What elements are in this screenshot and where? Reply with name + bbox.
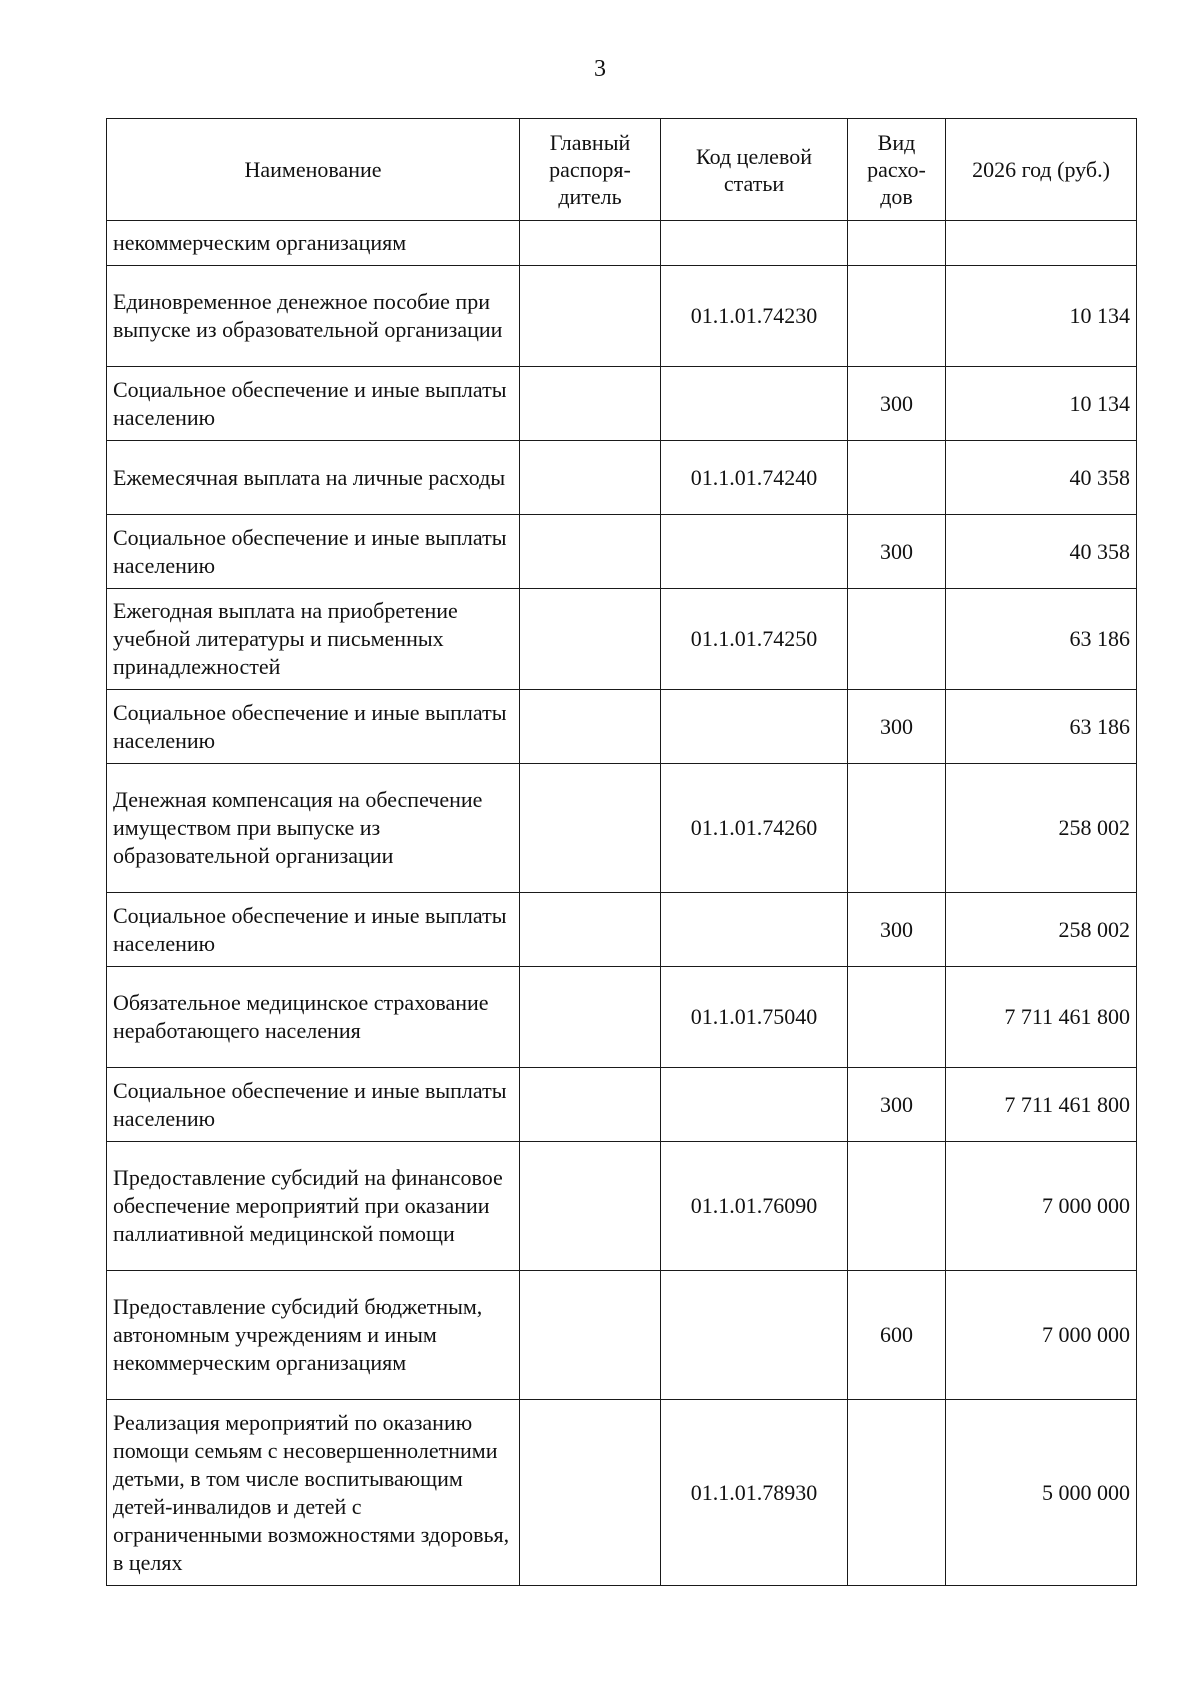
cell-admin	[520, 1400, 661, 1586]
cell-name: Обязательное медицинское страхование неработающего населения	[107, 967, 520, 1068]
table-row	[107, 967, 1137, 1068]
cell-name: Социальное обеспечение и иные выплаты населению	[107, 515, 520, 589]
cell-code	[661, 1271, 848, 1400]
table-row	[107, 1068, 1137, 1142]
cell-code: 01.1.01.76090	[661, 1142, 848, 1271]
cell-name: Денежная компенсация на обеспечение имуществом при выпуске из образовательной организации	[107, 764, 520, 893]
header-name: Наименование	[107, 119, 520, 221]
cell-amount: 5 000 000	[946, 1400, 1137, 1586]
table-row	[107, 367, 1137, 441]
cell-code	[661, 515, 848, 589]
cell-code	[661, 221, 848, 266]
cell-admin	[520, 1142, 661, 1271]
header-amount: 2026 год (руб.)	[946, 119, 1137, 221]
cell-amount: 40 358	[946, 515, 1137, 589]
table-row	[107, 1142, 1137, 1271]
cell-amount: 10 134	[946, 266, 1137, 367]
cell-code	[661, 690, 848, 764]
cell-kind	[848, 1142, 946, 1271]
table-row	[107, 515, 1137, 589]
cell-code: 01.1.01.75040	[661, 967, 848, 1068]
cell-name: Единовременное денежное пособие при выпуске из образовательной организации	[107, 266, 520, 367]
cell-amount: 7 000 000	[946, 1271, 1137, 1400]
cell-code: 01.1.01.74230	[661, 266, 848, 367]
cell-admin	[520, 367, 661, 441]
cell-admin	[520, 893, 661, 967]
cell-kind: 300	[848, 515, 946, 589]
cell-kind	[848, 764, 946, 893]
table-row	[107, 893, 1137, 967]
cell-amount: 7 000 000	[946, 1142, 1137, 1271]
cell-name: Социальное обеспечение и иные выплаты населению	[107, 367, 520, 441]
table-row	[107, 589, 1137, 690]
header-kind: Вид расхо-дов	[848, 119, 946, 221]
cell-amount: 10 134	[946, 367, 1137, 441]
cell-name: Предоставление субсидий бюджетным, автономным учреждениям и иным некоммерческим организациям	[107, 1271, 520, 1400]
cell-code: 01.1.01.74260	[661, 764, 848, 893]
cell-kind	[848, 221, 946, 266]
cell-kind: 300	[848, 893, 946, 967]
cell-admin	[520, 441, 661, 515]
page-number: 3	[594, 56, 606, 82]
table-row	[107, 266, 1137, 367]
cell-name: Предоставление субсидий на финансовое обеспечение мероприятий при оказании паллиативной медицинской помощи	[107, 1142, 520, 1271]
cell-admin	[520, 266, 661, 367]
cell-admin	[520, 690, 661, 764]
cell-name: Социальное обеспечение и иные выплаты населению	[107, 893, 520, 967]
cell-amount: 40 358	[946, 441, 1137, 515]
cell-amount: 7 711 461 800	[946, 1068, 1137, 1142]
cell-code: 01.1.01.78930	[661, 1400, 848, 1586]
cell-kind: 600	[848, 1271, 946, 1400]
cell-kind: 300	[848, 690, 946, 764]
table-row	[107, 690, 1137, 764]
cell-name: Социальное обеспечение и иные выплаты населению	[107, 1068, 520, 1142]
cell-name: Ежемесячная выплата на личные расходы	[107, 441, 520, 515]
cell-admin	[520, 589, 661, 690]
cell-code	[661, 367, 848, 441]
table-row	[107, 1271, 1137, 1400]
cell-code: 01.1.01.74240	[661, 441, 848, 515]
cell-admin	[520, 764, 661, 893]
cell-kind	[848, 967, 946, 1068]
cell-code	[661, 893, 848, 967]
cell-amount: 7 711 461 800	[946, 967, 1137, 1068]
cell-amount	[946, 221, 1137, 266]
table-row	[107, 1400, 1137, 1586]
cell-code	[661, 1068, 848, 1142]
cell-name: некоммерческим организациям	[107, 221, 520, 266]
budget-table	[106, 118, 1137, 1586]
cell-kind	[848, 441, 946, 515]
cell-kind	[848, 266, 946, 367]
cell-kind	[848, 1400, 946, 1586]
cell-admin	[520, 967, 661, 1068]
cell-amount: 63 186	[946, 589, 1137, 690]
cell-amount: 258 002	[946, 764, 1137, 893]
cell-admin	[520, 1271, 661, 1400]
cell-amount: 63 186	[946, 690, 1137, 764]
cell-amount: 258 002	[946, 893, 1137, 967]
cell-kind: 300	[848, 1068, 946, 1142]
cell-code: 01.1.01.74250	[661, 589, 848, 690]
table-header-row	[107, 119, 1137, 221]
cell-kind	[848, 589, 946, 690]
cell-admin	[520, 1068, 661, 1142]
cell-name: Социальное обеспечение и иные выплаты населению	[107, 690, 520, 764]
header-code: Код целевой статьи	[661, 119, 848, 221]
header-admin: Главный распоря-дитель	[520, 119, 661, 221]
table-row	[107, 764, 1137, 893]
table-row	[107, 221, 1137, 266]
table-row	[107, 441, 1137, 515]
cell-name: Ежегодная выплата на приобретение учебной литературы и письменных принадлежностей	[107, 589, 520, 690]
cell-kind: 300	[848, 367, 946, 441]
cell-admin	[520, 515, 661, 589]
cell-admin	[520, 221, 661, 266]
cell-name: Реализация мероприятий по оказанию помощи семьям с несовершеннолетними детьми, в том числе воспитывающим детей-инвалидов и детей с ограниченными возможностями здоровья, в целях	[107, 1400, 520, 1586]
